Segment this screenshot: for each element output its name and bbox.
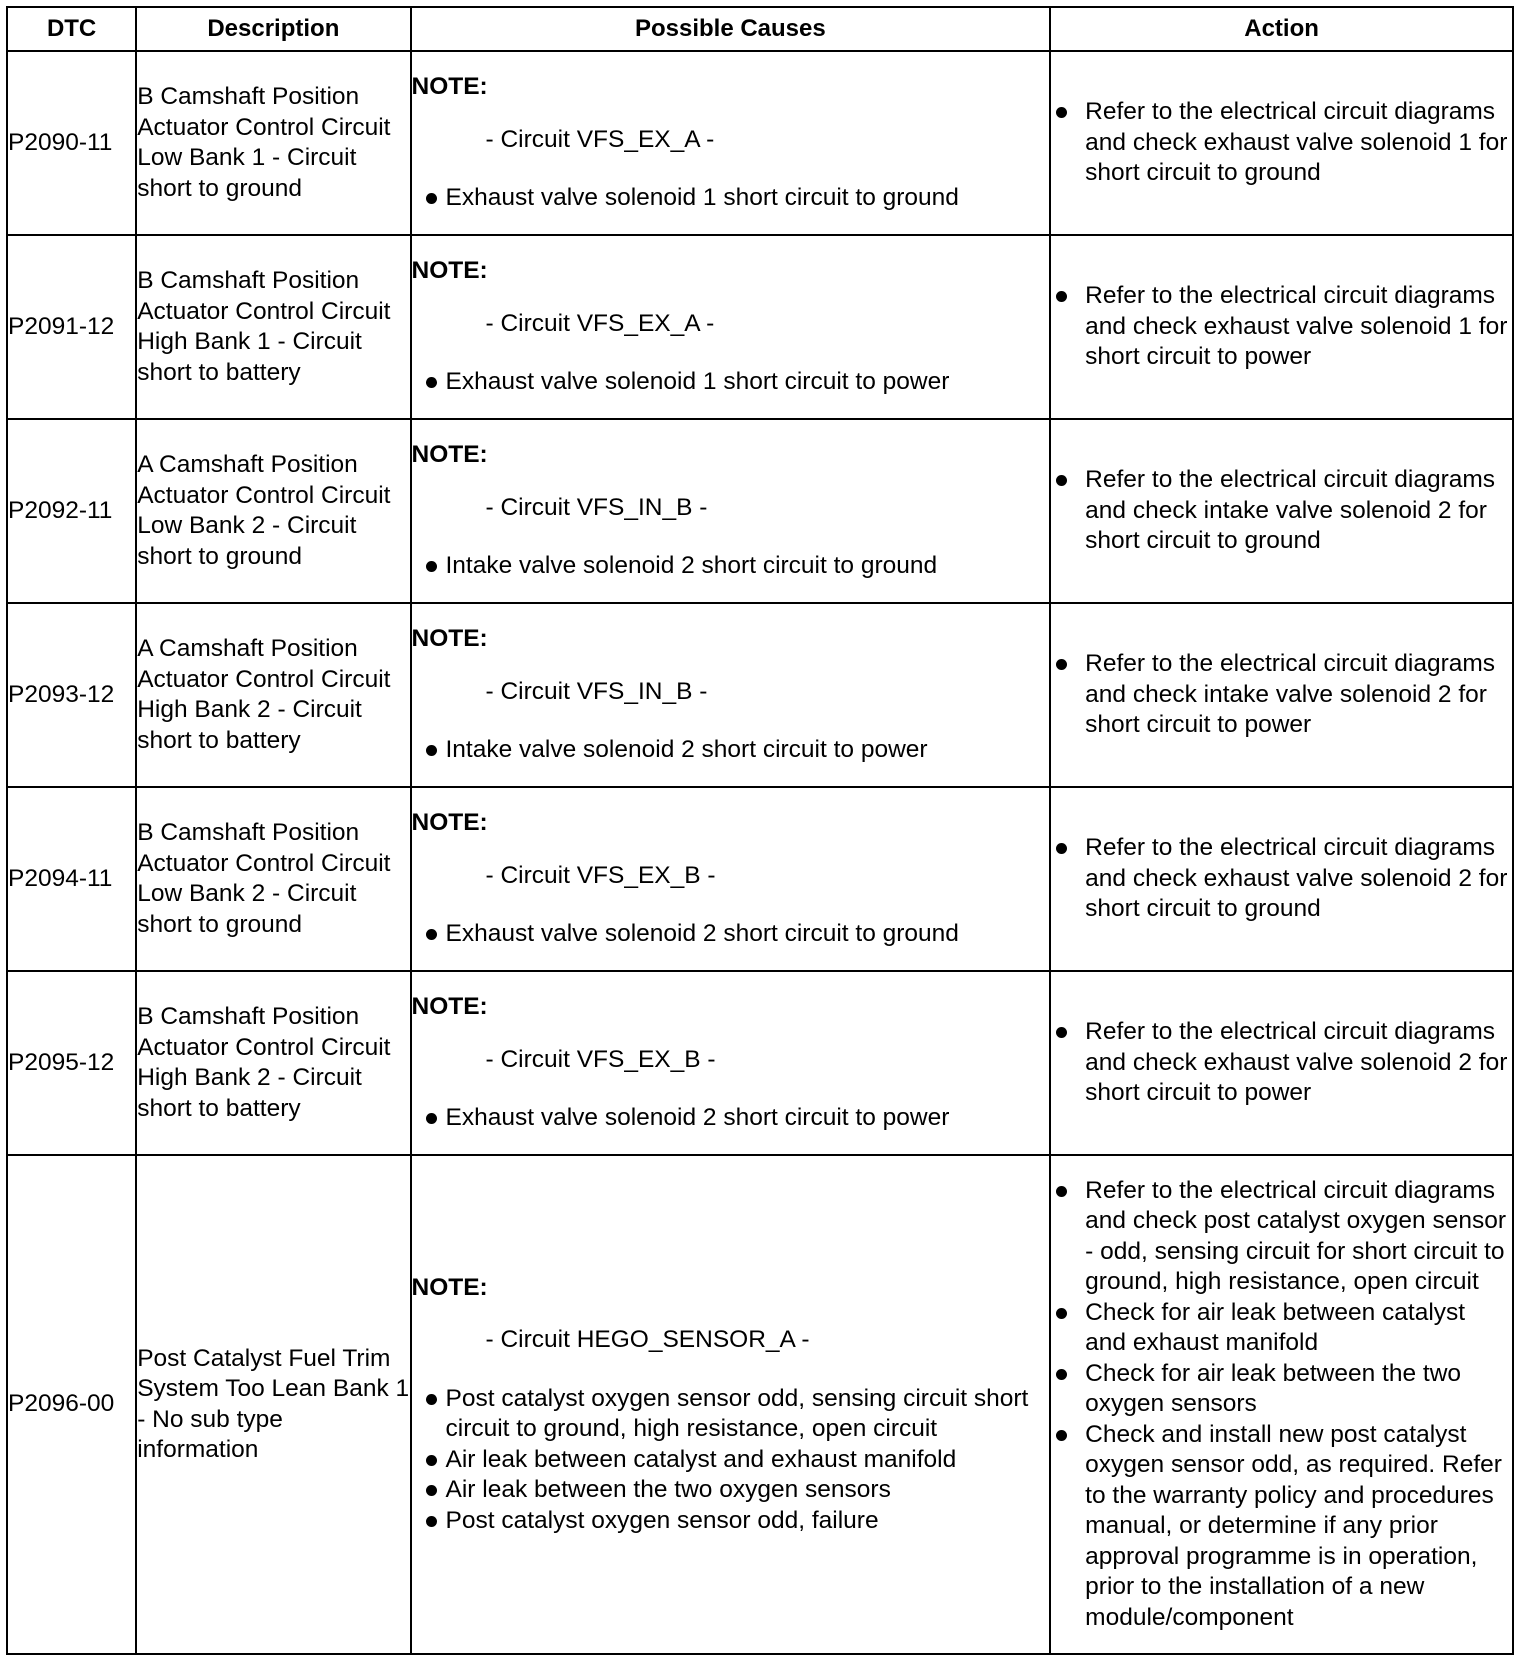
action-item: Refer to the electrical circuit diagrams and check exhaust valve solenoid 1 for short circuit to ground — [1051, 97, 1512, 189]
possible-causes-cell — [411, 603, 1051, 787]
action-cell — [1050, 235, 1513, 419]
possible-causes-cell — [411, 235, 1051, 419]
action-item: Refer to the electrical circuit diagrams and check exhaust valve solenoid 2 for short circuit to power — [1051, 1017, 1512, 1109]
causes-list — [412, 1103, 1050, 1134]
circuit-label: - Circuit VFS_IN_B - — [485, 677, 708, 705]
action-cell — [1050, 787, 1513, 971]
possible-causes-cell — [411, 1155, 1051, 1654]
table-row — [7, 603, 1513, 787]
causes-list — [412, 551, 1050, 582]
table-row — [7, 787, 1513, 971]
header-possible-causes: Possible Causes — [411, 7, 1051, 51]
dtc-description: B Camshaft Position Actuator Control Circuit High Bank 1 - Circuit short to battery — [136, 235, 410, 419]
header-action: Action — [1050, 7, 1513, 51]
cause-item: Exhaust valve solenoid 1 short circuit to ground — [412, 183, 1050, 214]
header-row — [7, 7, 1513, 51]
circuit-label: - Circuit VFS_EX_B - — [485, 1045, 716, 1073]
table-row — [7, 419, 1513, 603]
action-item: Refer to the electrical circuit diagrams and check intake valve solenoid 2 for short circuit to ground — [1051, 465, 1512, 557]
note-label: NOTE: — [411, 441, 488, 469]
dtc-description: B Camshaft Position Actuator Control Circuit Low Bank 2 - Circuit short to ground — [136, 787, 410, 971]
causes-list — [412, 183, 1050, 214]
table-row — [7, 1155, 1513, 1654]
note-label: NOTE: — [411, 1273, 488, 1301]
actions-list — [1051, 649, 1512, 741]
action-item: Refer to the electrical circuit diagrams and check exhaust valve solenoid 2 for short circuit to ground — [1051, 833, 1512, 925]
action-item: Refer to the electrical circuit diagrams and check post catalyst oxygen sensor - odd, sensing circuit for short circuit to ground, high resistance, open circuit — [1051, 1176, 1512, 1298]
action-item: Check for air leak between the two oxygen sensors — [1051, 1359, 1512, 1420]
table-row — [7, 235, 1513, 419]
circuit-label: - Circuit HEGO_SENSOR_A - — [485, 1326, 810, 1354]
action-item: Refer to the electrical circuit diagrams and check intake valve solenoid 2 for short circuit to power — [1051, 649, 1512, 741]
table-row — [7, 971, 1513, 1155]
dtc-code: P2094-11 — [7, 787, 136, 971]
action-cell — [1050, 51, 1513, 235]
actions-list — [1051, 833, 1512, 925]
cause-item: Intake valve solenoid 2 short circuit to ground — [412, 551, 1050, 582]
dtc-description: Post Catalyst Fuel Trim System Too Lean Bank 1 - No sub type information — [136, 1155, 410, 1654]
dtc-code: P2096-00 — [7, 1155, 136, 1654]
dtc-description: B Camshaft Position Actuator Control Circuit Low Bank 1 - Circuit short to ground — [136, 51, 410, 235]
dtc-description: A Camshaft Position Actuator Control Circuit Low Bank 2 - Circuit short to ground — [136, 419, 410, 603]
possible-causes-cell — [411, 419, 1051, 603]
cause-item: Exhaust valve solenoid 1 short circuit to power — [412, 367, 1050, 398]
possible-causes-cell — [411, 787, 1051, 971]
causes-list — [412, 367, 1050, 398]
dtc-table — [6, 6, 1514, 1655]
header-description: Description — [136, 7, 410, 51]
actions-list — [1051, 1176, 1512, 1634]
action-item: Check for air leak between catalyst and exhaust manifold — [1051, 1298, 1512, 1359]
dtc-code: P2093-12 — [7, 603, 136, 787]
note-label: NOTE: — [411, 809, 488, 837]
cause-item: Intake valve solenoid 2 short circuit to power — [412, 735, 1050, 766]
cause-item: Exhaust valve solenoid 2 short circuit to ground — [412, 919, 1050, 950]
note-label: NOTE: — [411, 625, 488, 653]
dtc-description: B Camshaft Position Actuator Control Circuit High Bank 2 - Circuit short to battery — [136, 971, 410, 1155]
cause-item: Post catalyst oxygen sensor odd, sensing circuit short circuit to ground, high resistance, open circuit — [412, 1384, 1050, 1445]
causes-list — [412, 919, 1050, 950]
circuit-label: - Circuit VFS_IN_B - — [485, 493, 708, 521]
header-dtc: DTC — [7, 7, 136, 51]
possible-causes-cell — [411, 51, 1051, 235]
circuit-label: - Circuit VFS_EX_A - — [485, 309, 715, 337]
note-label: NOTE: — [411, 993, 488, 1021]
note-label: NOTE: — [411, 257, 488, 285]
cause-item: Air leak between catalyst and exhaust manifold — [412, 1445, 1050, 1476]
dtc-code: P2095-12 — [7, 971, 136, 1155]
cause-item: Exhaust valve solenoid 2 short circuit to power — [412, 1103, 1050, 1134]
actions-list — [1051, 281, 1512, 373]
action-cell — [1050, 971, 1513, 1155]
action-cell — [1050, 1155, 1513, 1654]
cause-item: Post catalyst oxygen sensor odd, failure — [412, 1506, 1050, 1537]
circuit-label: - Circuit VFS_EX_A - — [485, 125, 715, 153]
action-cell — [1050, 419, 1513, 603]
note-label: NOTE: — [411, 73, 488, 101]
actions-list — [1051, 1017, 1512, 1109]
action-item: Refer to the electrical circuit diagrams and check exhaust valve solenoid 1 for short circuit to power — [1051, 281, 1512, 373]
table-body — [7, 51, 1513, 1654]
table-row — [7, 51, 1513, 235]
possible-causes-cell — [411, 971, 1051, 1155]
actions-list — [1051, 465, 1512, 557]
dtc-code: P2092-11 — [7, 419, 136, 603]
dtc-description: A Camshaft Position Actuator Control Circuit High Bank 2 - Circuit short to battery — [136, 603, 410, 787]
action-item: Check and install new post catalyst oxygen sensor odd, as required. Refer to the warranty policy and procedures manual, or determine if any prior approval programme is in operation, prior to the installation of a new module/component — [1051, 1420, 1512, 1634]
causes-list — [412, 735, 1050, 766]
cause-item: Air leak between the two oxygen sensors — [412, 1475, 1050, 1506]
circuit-label: - Circuit VFS_EX_B - — [485, 861, 716, 889]
action-cell — [1050, 603, 1513, 787]
causes-list — [412, 1384, 1050, 1537]
actions-list — [1051, 97, 1512, 189]
dtc-code: P2090-11 — [7, 51, 136, 235]
dtc-code: P2091-12 — [7, 235, 136, 419]
